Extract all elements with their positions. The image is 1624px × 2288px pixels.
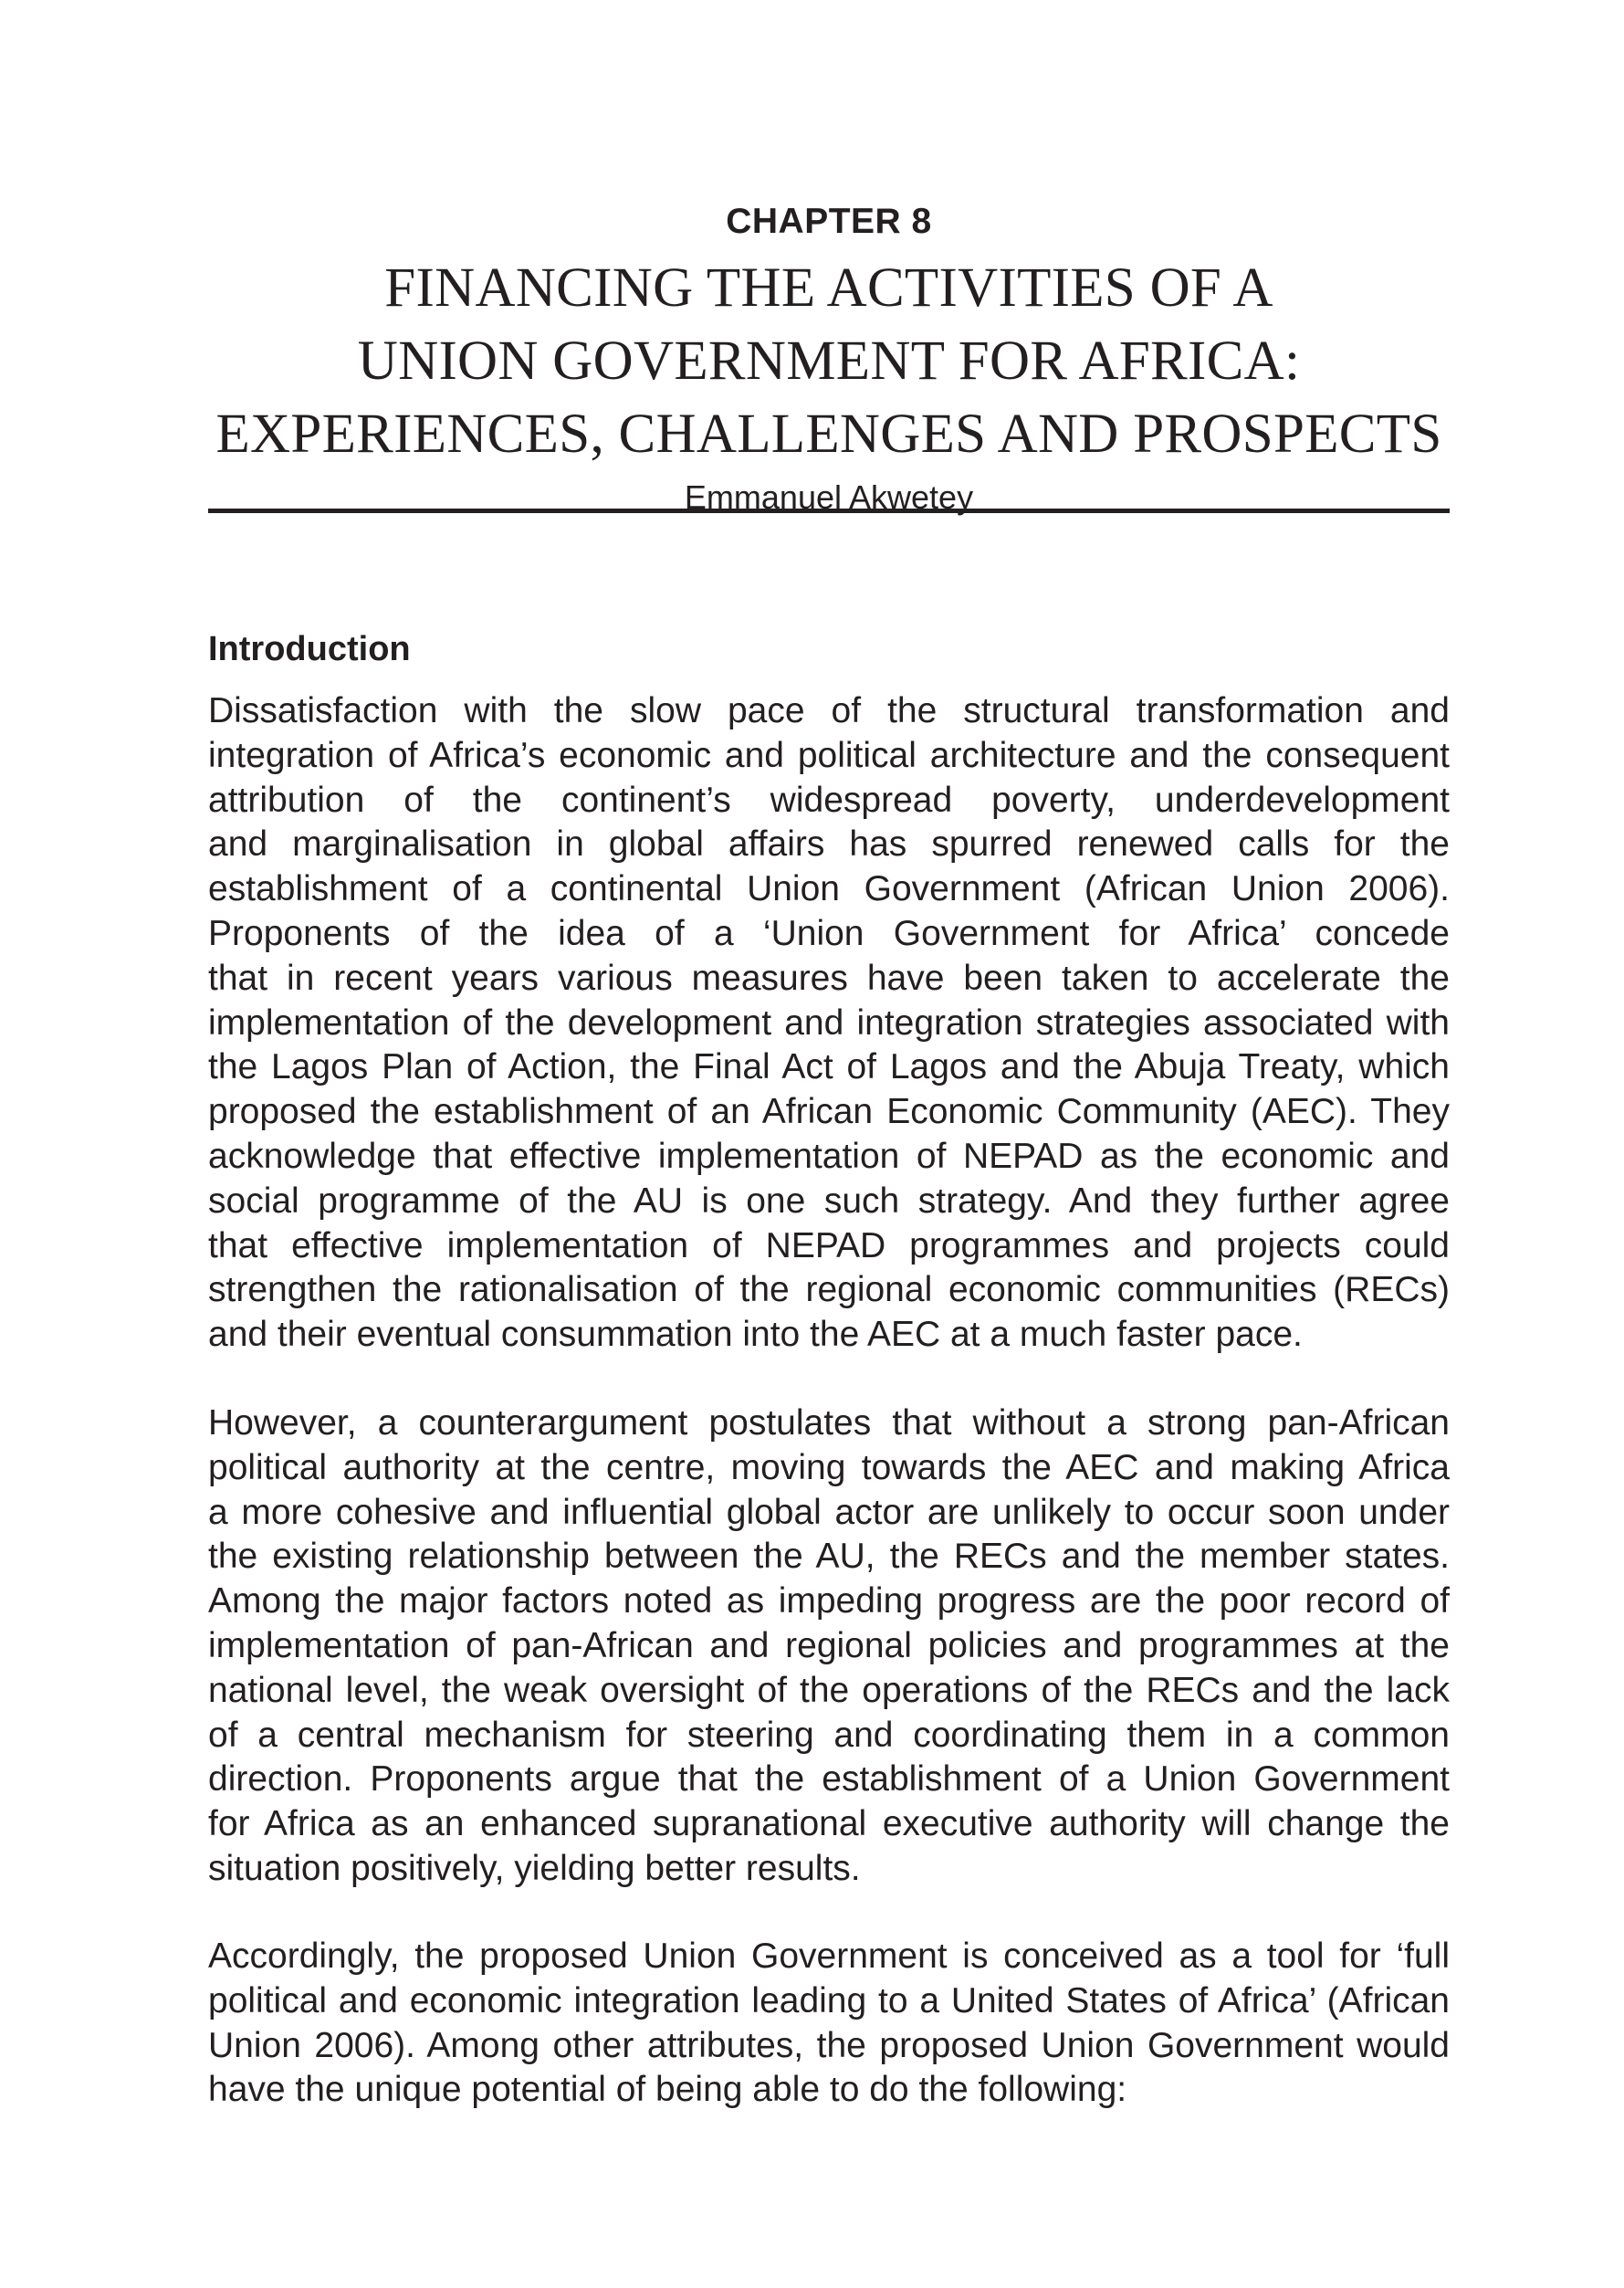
paragraph-line: proposed the establishment of an African Economic Community (AEC). They: [208, 1092, 1450, 1132]
paragraph-line: direction. Proponents argue that the establishment of a Union Government: [208, 1759, 1450, 1800]
paragraph-line: Dissatisfaction with the slow pace of the structural transformation and: [208, 691, 1450, 730]
paragraph-line: national level, the weak oversight of the operations of the RECs and the lack: [208, 1670, 1450, 1710]
body-paragraph: [208, 1401, 1450, 1892]
paragraph-line: political authority at the centre, moving towards the AEC and making Africa: [208, 1447, 1450, 1487]
chapter-title-line: FINANCING THE ACTIVITIES OF A: [384, 257, 1273, 319]
paragraph-line: Union 2006). Among other attributes, the proposed Union Government would: [208, 2025, 1450, 2065]
paragraph-line: However, a counterargument postulates that without a strong pan-African: [208, 1403, 1450, 1443]
paragraph-line: attribution of the continent’s widespread poverty, underdevelopment: [208, 780, 1450, 820]
paragraph-line: establishment of a continental Union Government (African Union 2006).: [208, 869, 1450, 909]
paragraph-line: integration of Africa’s economic and political architecture and the consequent: [208, 735, 1450, 775]
chapter-title-line: UNION GOVERNMENT FOR AFRICA:: [357, 331, 1301, 392]
paragraph-line: for Africa as an enhanced supranational executive authority will change the: [208, 1804, 1450, 1844]
paragraph-line: implementation of the development and integration strategies associated with: [208, 1002, 1450, 1043]
paragraph-line: acknowledge that effective implementation of NEPAD as the economic and: [208, 1136, 1450, 1176]
paragraph-line: have the unique potential of being able to do the following:: [208, 2070, 1127, 2110]
chapter-title: [208, 252, 1450, 471]
paragraph-line: situation positively, yielding better results.: [208, 1848, 861, 1888]
paragraph-line: and marginalisation in global affairs has spurred renewed calls for the: [208, 824, 1450, 865]
paragraph-line: that effective implementation of NEPAD programmes and projects could: [208, 1225, 1450, 1265]
section-heading: Introduction: [208, 629, 411, 668]
chapter-author: Emmanuel Akwetey: [684, 478, 974, 516]
chapter-header: [208, 199, 1450, 519]
paragraph-line: the existing relationship between the AU, the RECs and the member states.: [208, 1537, 1450, 1577]
paragraph-line: social programme of the AU is one such strategy. And they further agree: [208, 1181, 1450, 1221]
paragraph-line: the Lagos Plan of Action, the Final Act of Lagos and the Abuja Treaty, which: [208, 1047, 1450, 1087]
paragraph-line: Proponents of the idea of a ‘Union Government for Africa’ concede: [208, 913, 1450, 953]
paragraph-line: Accordingly, the proposed Union Government is conceived as a tool for ‘full: [208, 1936, 1450, 1976]
paragraph-line: political and economic integration leading to a United States of Africa’ (African: [208, 1980, 1450, 2020]
chapter-title-line: EXPERIENCES, CHALLENGES AND PROSPECTS: [215, 404, 1442, 465]
body-paragraph: [208, 1935, 1450, 2113]
paragraph-line: implementation of pan-African and regional policies and programmes at the: [208, 1625, 1450, 1665]
paragraph-line: strengthen the rationalisation of the regional economic communities (RECs): [208, 1270, 1450, 1310]
chapter-label: CHAPTER 8: [726, 202, 932, 241]
paragraph-line: of a central mechanism for steering and coordinating them in a common: [208, 1715, 1450, 1755]
header-divider: [208, 509, 1450, 513]
paragraph-line: that in recent years various measures have been taken to accelerate the: [208, 958, 1450, 998]
paragraph-line: and their eventual consummation into the AEC at a much faster pace.: [208, 1315, 1303, 1355]
body-paragraph: [208, 689, 1450, 1358]
paragraph-line: Among the major factors noted as impeding progress are the poor record of: [208, 1581, 1450, 1622]
paragraph-line: a more cohesive and influential global actor are unlikely to occur soon under: [208, 1492, 1450, 1532]
